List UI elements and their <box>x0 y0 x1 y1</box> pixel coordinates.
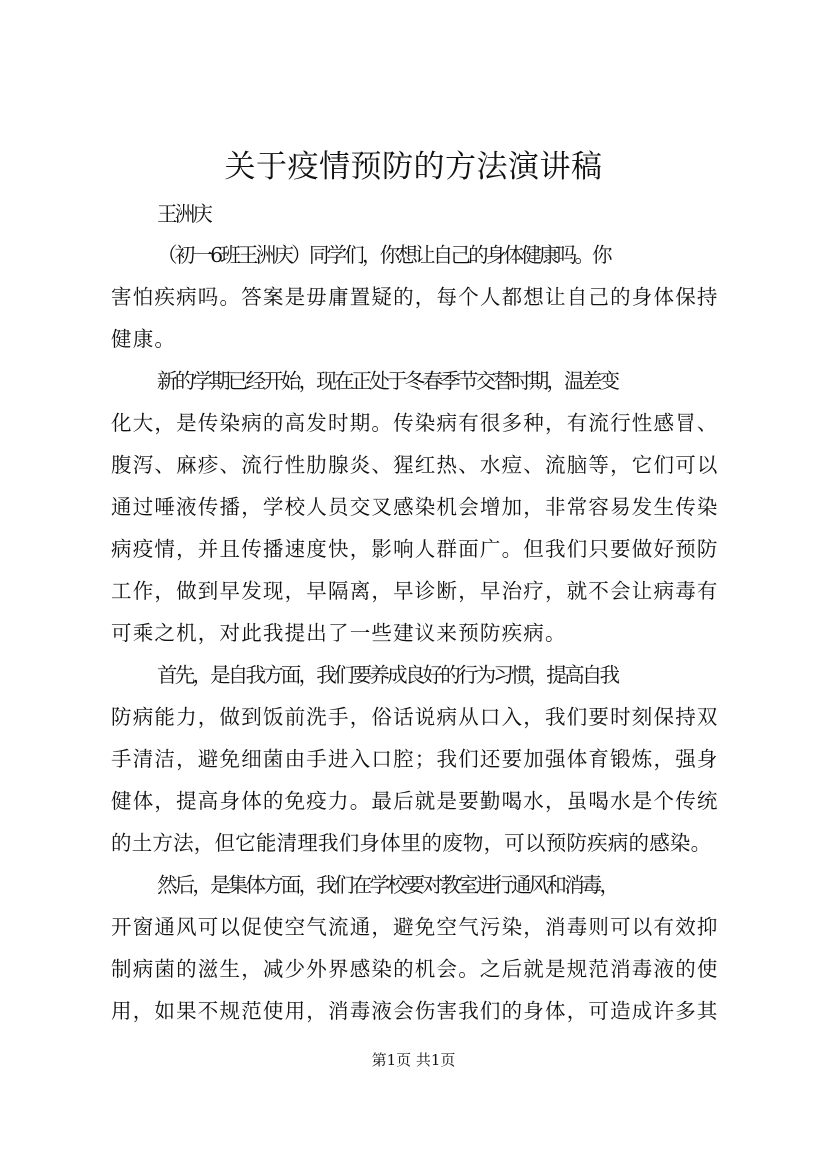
paragraph-line: 然后，是集体方面，我们在学校要对教室进行通风和消毒， <box>157 873 618 897</box>
paragraph-line: 健体，提高身体的免疫力。最后就是要勤喝水，虽喝水是个传统 <box>111 789 719 813</box>
paragraph-line: 用，如果不规范使用，消毒液会伤害我们的身体，可造成许多其 <box>111 999 719 1023</box>
paragraph-line: 新的学期已经开始，现在正处于冬春季节交替时期，温差变 <box>157 369 618 393</box>
paragraph-line: 防病能力，做到饭前洗手，俗话说病从口入，我们要时刻保持双 <box>111 705 719 729</box>
paragraph-line: 工作，做到早发现，早隔离，早诊断，早治疗，就不会让病毒有 <box>111 579 719 603</box>
page-footer: 第1页 共1页 <box>371 1051 456 1069</box>
author-line: 王洲庆 <box>157 202 211 226</box>
paragraph-line: 通过唾液传播，学校人员交叉感染机会增加，非常容易发生传染 <box>111 495 719 519</box>
paragraph-line: 制病菌的滋生，减少外界感染的机会。之后就是规范消毒液的使 <box>111 957 719 981</box>
paragraph-line: 的土方法，但它能清理我们身体里的废物，可以预防疾病的感染。 <box>111 831 712 855</box>
paragraph-line: 害怕疾病吗。答案是毋庸置疑的，每个人都想让自己的身体保持 <box>111 285 719 309</box>
paragraph-line: （初一6班王洲庆）同学们，你想让自己的身体健康吗。你 <box>157 243 610 267</box>
paragraph-line: 开窗通风可以促使空气流通，避免空气污染，消毒则可以有效抑 <box>111 915 719 939</box>
paragraph-line: 首先，是自我方面，我们要养成良好的行为习惯，提高自我 <box>157 663 618 687</box>
document-title: 关于疫情预防的方法演讲稿 <box>224 149 603 185</box>
paragraph-line: 病疫情，并且传播速度快，影响人群面广。但我们只要做好预防 <box>111 537 719 561</box>
paragraph-line: 腹泻、麻疹、流行性肋腺炎、猩红热、水痘、流脑等，它们可以 <box>111 453 719 477</box>
paragraph-line: 化大，是传染病的高发时期。传染病有很多种，有流行性感冒、 <box>111 411 719 435</box>
paragraph-line: 健康。 <box>111 327 177 351</box>
paragraph-line: 手清洁，避免细菌由手进入口腔；我们还要加强体育锻炼，强身 <box>111 747 719 771</box>
paragraph-line: 可乘之机，对此我提出了一些建议来预防疾病。 <box>111 621 567 645</box>
